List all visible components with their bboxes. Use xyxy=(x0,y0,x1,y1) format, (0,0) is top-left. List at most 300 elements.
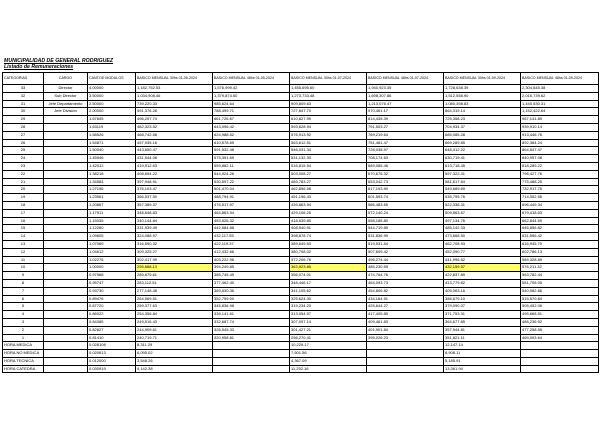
salary-cell: 796,427.76 xyxy=(521,170,599,178)
salary-cell: 546,031.34 xyxy=(290,147,367,155)
position-cell xyxy=(44,178,88,186)
salary-cell: 439,863.94 xyxy=(290,201,367,209)
salary-cell: 9,142.38 xyxy=(136,365,213,373)
salary-cell: 501,470.04 xyxy=(213,186,290,194)
salary-cell: 516,815.54 xyxy=(290,162,367,170)
salary-cell: 249,516.43 xyxy=(136,318,213,326)
position-cell xyxy=(44,225,88,233)
salary-cell: 244,909.61 xyxy=(136,326,213,334)
salary-cell: 454,806.82 xyxy=(367,287,444,295)
salary-cell: 408,694.22 xyxy=(136,170,213,178)
position-cell xyxy=(44,318,88,326)
salary-cell: 613,718.45 xyxy=(444,162,521,170)
table-row xyxy=(3,217,599,225)
salary-cell: 727,847.70 xyxy=(290,108,367,116)
salary-cell: 345,836.98 xyxy=(213,303,290,311)
salary-cell: 864,547.47 xyxy=(521,147,599,155)
table-row xyxy=(3,116,599,124)
modules-cell: 1.27196 xyxy=(88,186,136,194)
salary-cell: 408,540.91 xyxy=(290,225,367,233)
modules-cell: 1.34584 xyxy=(88,178,136,186)
salary-cell: 485,142.33 xyxy=(444,225,521,233)
salary-cell: 1,576,999.42 xyxy=(213,85,290,93)
category-cell: 28 xyxy=(3,123,44,131)
position-cell xyxy=(44,295,88,303)
salary-cell: 364,677.85 xyxy=(444,318,521,326)
salary-cell xyxy=(367,342,444,350)
salary-cell: 309,325.27 xyxy=(136,248,213,256)
column-header: CARGO xyxy=(44,73,88,85)
salary-cell: 551,705.05 xyxy=(521,279,599,287)
highlighted-salary-cell: 363,923.85 xyxy=(290,264,367,272)
salary-cell: 646,856.82 xyxy=(521,225,599,233)
table-row xyxy=(3,209,599,217)
table-row xyxy=(3,139,599,147)
salary-cell: 469,093.64 xyxy=(521,334,599,342)
salary-cell: 422,837.89 xyxy=(444,272,521,280)
salary-cell: 497,134.76 xyxy=(444,217,521,225)
empty-cell xyxy=(44,365,88,373)
table-row xyxy=(3,194,599,202)
salary-cell: 791,503.27 xyxy=(367,123,444,131)
modules-cell: 0.028108 xyxy=(88,342,136,350)
column-header: CANT.DE MODULOS xyxy=(88,73,136,85)
table-row xyxy=(3,272,599,280)
position-cell xyxy=(44,194,88,202)
salary-cell: 769,219.64 xyxy=(367,131,444,139)
table-row xyxy=(3,326,599,334)
salary-cell: 775,488.25 xyxy=(521,178,599,186)
salary-cell: 277,148.48 xyxy=(136,287,213,295)
salary-cell: 379,090.37 xyxy=(444,303,521,311)
salary-cell xyxy=(521,342,599,350)
category-cell: 15 xyxy=(3,225,44,233)
salary-cell: 630,719.41 xyxy=(444,155,521,163)
salary-cell: 864,319.14 xyxy=(444,108,521,116)
position-cell xyxy=(44,162,88,170)
salary-cell: 648,412.22 xyxy=(444,147,521,155)
hourly-category-cell: HORA NO MEDICA xyxy=(3,350,44,358)
category-cell: 29 xyxy=(3,116,44,124)
modules-cell: 1.12260 xyxy=(88,225,136,233)
position-cell xyxy=(44,155,88,163)
salary-cell: 589,328.89 xyxy=(521,256,599,264)
position-cell: Jefe División xyxy=(44,108,88,116)
salary-cell: 985,624.64 xyxy=(213,100,290,108)
salary-cell: 495,668.51 xyxy=(521,311,599,319)
modules-cell: 3.50000 xyxy=(88,92,136,100)
salary-cell: 591,376.26 xyxy=(136,108,213,116)
salary-cell xyxy=(521,357,599,365)
salary-cell: 283,112.51 xyxy=(136,279,213,287)
salary-cell: 1,080,398.83 xyxy=(444,100,521,108)
salary-cell: 394,249.85 xyxy=(213,264,290,272)
salary-cell xyxy=(521,365,599,373)
salary-cell: 489,783.27 xyxy=(290,178,367,186)
salary-cell: 515,570.84 xyxy=(521,295,599,303)
salary-cell: 357,389.37 xyxy=(136,201,213,209)
salary-cell: 708,174.63 xyxy=(367,155,444,163)
salary-table xyxy=(2,72,599,373)
modules-cell: 0.93730 xyxy=(88,287,136,295)
salary-cell: 259,377.63 xyxy=(136,303,213,311)
salary-cell: 320,958.81 xyxy=(213,334,290,342)
salary-cell: 442,584.88 xyxy=(213,225,290,233)
modules-cell: 0.82827 xyxy=(88,326,136,334)
modules-cell: 1.38218 xyxy=(88,170,136,178)
salary-cell: 398,878.74 xyxy=(290,233,367,241)
modules-cell: 1.02276 xyxy=(88,256,136,264)
salary-cell: 372,206.76 xyxy=(290,256,367,264)
position-cell xyxy=(44,201,88,209)
salary-cell: 352,759.00 xyxy=(213,295,290,303)
salary-cell: 540,082.86 xyxy=(521,287,599,295)
column-header: BASICO MENSUAL 30hs 01-07-2024 xyxy=(290,73,367,85)
salary-cell: 5,185.91 xyxy=(444,357,521,365)
category-cell: 17 xyxy=(3,209,44,217)
salary-cell: 422,119.37 xyxy=(213,240,290,248)
salary-cell: 653,042.73 xyxy=(367,178,444,186)
category-cell: 3 xyxy=(3,318,44,326)
position-cell xyxy=(44,186,88,194)
salary-cell: 704,934.37 xyxy=(444,123,521,131)
table-row xyxy=(3,85,599,93)
salary-cell: 572,140.24 xyxy=(367,209,444,217)
salary-cell: 240,719.71 xyxy=(136,334,213,342)
salary-cell: 670,676.32 xyxy=(367,170,444,178)
salary-cell: 301,427.21 xyxy=(290,326,367,334)
column-header: BASICO MENSUAL 48hs 01-09-2024 xyxy=(521,73,599,85)
salary-cell: 385,745.49 xyxy=(213,272,290,280)
salary-cell: 351,821.11 xyxy=(444,334,521,342)
category-cell: 21 xyxy=(3,178,44,186)
salary-cell: 563,782.44 xyxy=(521,272,599,280)
modules-cell: 0.020613 xyxy=(88,350,136,358)
modules-cell: 1.54871 xyxy=(88,139,136,147)
salary-cell: 967,141.89 xyxy=(521,116,599,124)
position-cell xyxy=(44,311,88,319)
salary-cell: 477,258.55 xyxy=(521,326,599,334)
salary-cell: 485,230.59 xyxy=(367,264,444,272)
salary-cell: 593,628.94 xyxy=(290,123,367,131)
modules-cell: 0.81410 xyxy=(88,334,136,342)
salary-cell: 714,352.56 xyxy=(521,194,599,202)
salary-cell: 313,054.57 xyxy=(290,311,367,319)
salary-cell: 8,908.11 xyxy=(444,350,521,358)
salary-cell: 264,569.51 xyxy=(136,295,213,303)
modules-cell: 1.09605 xyxy=(88,233,136,241)
salary-cell: 679,418.53 xyxy=(521,209,599,217)
table-row xyxy=(3,225,599,233)
salary-cell: 389,649.63 xyxy=(290,240,367,248)
salary-cell: 4,367.09 xyxy=(290,357,367,365)
category-cell: 14 xyxy=(3,233,44,241)
salary-cell: 418,639.80 xyxy=(290,217,367,225)
salary-cell: 453,526.32 xyxy=(213,217,290,225)
position-cell xyxy=(44,147,88,155)
category-cell: 31 xyxy=(3,100,44,108)
salary-cell: 643,096.42 xyxy=(213,123,290,131)
highlighted-salary-cell: 295,688.13 xyxy=(136,264,213,272)
modules-cell: 1.04612 xyxy=(88,248,136,256)
column-header: CATEGORIAS xyxy=(3,73,44,85)
salary-cell: 434,164.91 xyxy=(367,295,444,303)
salary-cell: 356,074.01 xyxy=(290,272,367,280)
salary-cell: 728,038.97 xyxy=(367,147,444,155)
salary-cell: 576,913.92 xyxy=(290,131,367,139)
table-row xyxy=(3,279,599,287)
modules-cell: 1.50040 xyxy=(88,147,136,155)
category-cell: 10 xyxy=(3,264,44,272)
salary-cell: 496,274.44 xyxy=(367,256,444,264)
salary-cell: 913,446.76 xyxy=(521,131,599,139)
salary-cell: 371,753.31 xyxy=(444,311,521,319)
table-row xyxy=(3,240,599,248)
table-row xyxy=(3,178,599,186)
category-cell: 7 xyxy=(3,287,44,295)
salary-cell: 563,612.51 xyxy=(290,139,367,147)
salary-cell: 419,912.63 xyxy=(136,162,213,170)
category-cell: 26 xyxy=(3,139,44,147)
hourly-category-cell: HORA MEDICA xyxy=(3,342,44,350)
salary-cell: 451,196.43 xyxy=(290,194,367,202)
table-row xyxy=(3,155,599,163)
salary-cell: 597,322.31 xyxy=(444,170,521,178)
salary-cell: 377,462.40 xyxy=(213,279,290,287)
salary-cell: 6,095.02 xyxy=(136,350,213,358)
salary-cell: 1,455,695.60 xyxy=(290,85,367,93)
salary-cell: 432,117.55 xyxy=(213,233,290,241)
category-cell: 23 xyxy=(3,162,44,170)
salary-cell: 549,689.69 xyxy=(444,186,521,194)
salary-cell: 7,501.56 xyxy=(290,350,367,358)
salary-cell: 339,141.61 xyxy=(213,311,290,319)
salary-cell: 892,384.24 xyxy=(521,139,599,147)
salary-cell: 631,556.42 xyxy=(521,233,599,241)
salary-cell: 544,719.85 xyxy=(367,225,444,233)
salary-cell: 429,106.25 xyxy=(290,209,367,217)
salary-cell: 319,234.20 xyxy=(290,303,367,311)
modules-cell: 1.23961 xyxy=(88,194,136,202)
salary-cell: 909,809.63 xyxy=(290,100,367,108)
salary-cell: 395,026.23 xyxy=(367,334,444,342)
salary-cell: 412,432.66 xyxy=(213,248,290,256)
salary-cell: 669,289.85 xyxy=(444,139,521,147)
column-header: BASICO MENSUAL 48hs 01-05-2024 xyxy=(213,73,290,85)
salary-cell: 340,144.84 xyxy=(136,217,213,225)
position-cell xyxy=(44,287,88,295)
salary-cell: 332,687.74 xyxy=(213,318,290,326)
category-cell: 13 xyxy=(3,240,44,248)
salary-cell: 409,461.83 xyxy=(367,318,444,326)
salary-cell: 558,185.80 xyxy=(367,217,444,225)
salary-cell: 586,483.65 xyxy=(367,201,444,209)
table-row xyxy=(3,123,599,131)
salary-cell: 531,836.99 xyxy=(367,233,444,241)
table-row xyxy=(3,334,599,342)
modules-cell: 0.030919 xyxy=(88,365,136,373)
position-cell xyxy=(44,264,88,272)
salary-cell: 1,213,076.47 xyxy=(367,100,444,108)
salary-cell: 443,650.47 xyxy=(136,147,213,155)
salary-cell: 509,563.67 xyxy=(444,209,521,217)
salary-cell: 1,182,752.53 xyxy=(136,85,213,93)
salary-cell: 369,530.36 xyxy=(213,287,290,295)
document-subtitle: Listado de Remuneraciones xyxy=(4,64,74,70)
salary-cell: 2,304,845.38 xyxy=(521,85,599,93)
modules-cell: 0.97968 xyxy=(88,272,136,280)
category-cell: 11 xyxy=(3,256,44,264)
salary-cell: 474,764.76 xyxy=(367,272,444,280)
empty-cell xyxy=(44,350,88,358)
table-header-row xyxy=(3,73,599,85)
salary-cell: 331,939.49 xyxy=(136,225,213,233)
modules-cell: 1.42012 xyxy=(88,162,136,170)
modules-cell: 1.45946 xyxy=(88,155,136,163)
salary-cell: 602,786.13 xyxy=(521,248,599,256)
salary-cell: 397,948.91 xyxy=(136,178,213,186)
salary-cell: 725,358.23 xyxy=(444,116,521,124)
salary-cell: 1,440,530.31 xyxy=(521,100,599,108)
salary-cell xyxy=(521,350,599,358)
salary-cell: 519,531.54 xyxy=(367,240,444,248)
table-row xyxy=(3,303,599,311)
salary-cell: 581,617.64 xyxy=(444,178,521,186)
salary-cell: 10,229.17 xyxy=(290,342,367,350)
salary-cell: 3,548.26 xyxy=(136,357,213,365)
table-row xyxy=(3,264,599,272)
category-cell: 4 xyxy=(3,311,44,319)
category-cell: 27 xyxy=(3,131,44,139)
table-body xyxy=(3,85,599,373)
hourly-category-cell: HORA TECNICA xyxy=(3,357,44,365)
modules-cell: 0.84385 xyxy=(88,318,136,326)
table-row xyxy=(3,162,599,170)
salary-cell: 531,132.30 xyxy=(290,155,367,163)
salary-cell: 503,008.27 xyxy=(290,170,367,178)
salary-cell: 473,668.50 xyxy=(444,233,521,241)
position-cell: Jefe Departamento xyxy=(44,100,88,108)
column-header: BASICO MENSUAL 48hs 01-07-2024 xyxy=(367,73,444,85)
salary-cell: 685,085.28 xyxy=(444,131,521,139)
table-row xyxy=(3,186,599,194)
salary-cell: 1,273,733.48 xyxy=(290,92,367,100)
salary-cell: 601,593.74 xyxy=(367,194,444,202)
table-row xyxy=(3,311,599,319)
modules-cell: 2.00000 xyxy=(88,108,136,116)
category-cell: 22 xyxy=(3,170,44,178)
modules-cell: 0.89476 xyxy=(88,295,136,303)
salary-cell: 316,590.32 xyxy=(136,240,213,248)
table-row xyxy=(3,108,599,116)
salary-cell: 1,034,908.46 xyxy=(136,92,213,100)
salary-cell: 1,698,307.86 xyxy=(367,92,444,100)
salary-cell: 431,544.08 xyxy=(136,155,213,163)
salary-cell: 616,945.70 xyxy=(521,240,599,248)
position-cell xyxy=(44,217,88,225)
salary-cell: 544,924.26 xyxy=(213,170,290,178)
salary-cell: 11,252.16 xyxy=(290,365,367,373)
table-row xyxy=(3,287,599,295)
modules-cell: 2.50000 xyxy=(88,100,136,108)
salary-cell: 376,103.47 xyxy=(136,186,213,194)
table-row xyxy=(3,131,599,139)
table-row xyxy=(3,295,599,303)
modules-cell: 0.87720 xyxy=(88,303,136,311)
salary-cell: 8,311.29 xyxy=(136,342,213,350)
position-cell xyxy=(44,272,88,280)
position-cell: Sub Director xyxy=(44,92,88,100)
salary-cell: 739,220.33 xyxy=(136,100,213,108)
position-cell xyxy=(44,326,88,334)
salary-cell: 486,236.92 xyxy=(521,318,599,326)
salary-cell: 939,910.14 xyxy=(521,123,599,131)
position-cell xyxy=(44,303,88,311)
category-cell: 30 xyxy=(3,108,44,116)
position-cell xyxy=(44,170,88,178)
salary-cell: 296,270.41 xyxy=(290,334,367,342)
salary-cell: 559,882.11 xyxy=(213,162,290,170)
salary-cell: 732,917.75 xyxy=(521,186,599,194)
salary-cell: 624,988.52 xyxy=(213,131,290,139)
table-row xyxy=(3,248,599,256)
empty-cell xyxy=(44,357,88,365)
position-cell xyxy=(44,248,88,256)
table-row xyxy=(3,92,599,100)
category-cell: 20 xyxy=(3,186,44,194)
modules-cell: 0.86022 xyxy=(88,311,136,319)
salary-cell: 1,728,638.39 xyxy=(444,85,521,93)
table-row xyxy=(3,201,599,209)
salary-cell: 464,863.94 xyxy=(213,209,290,217)
salary-cell: 464,093.73 xyxy=(367,279,444,287)
column-header: BASICO MENSUAL 30hs 01-05-2024 xyxy=(136,73,213,85)
salary-cell: 413,779.82 xyxy=(444,279,521,287)
salary-cell: 1,940,923.35 xyxy=(367,85,444,93)
salary-cell: 575,391.69 xyxy=(213,155,290,163)
salary-cell: 476,517.97 xyxy=(213,201,290,209)
salary-cell: 380,708.02 xyxy=(290,248,367,256)
hourly-rate-row xyxy=(3,350,599,358)
salary-cell: 405,063.16 xyxy=(444,287,521,295)
salary-cell: 576,211.32 xyxy=(521,264,599,272)
salary-cell: 417,405.85 xyxy=(367,311,444,319)
salary-cell: 348,446.17 xyxy=(290,279,367,287)
position-cell xyxy=(44,240,88,248)
salary-cell: 2,016,739.62 xyxy=(521,92,599,100)
modules-cell: 4.00000 xyxy=(88,85,136,93)
position-cell xyxy=(44,209,88,217)
salary-cell: 357,944.81 xyxy=(444,326,521,334)
salary-cell: 403,222.96 xyxy=(213,256,290,264)
salary-cell: 457,935.16 xyxy=(136,139,213,147)
category-cell: 25 xyxy=(3,147,44,155)
salary-cell: 696,449.34 xyxy=(521,201,599,209)
category-cell: 33 xyxy=(3,85,44,93)
category-cell: 32 xyxy=(3,92,44,100)
category-cell: 16 xyxy=(3,217,44,225)
salary-cell: 661,726.67 xyxy=(213,116,290,124)
salary-cell xyxy=(213,350,290,358)
salary-cell: 610,827.99 xyxy=(290,116,367,124)
salary-cell: 617,193.90 xyxy=(367,186,444,194)
modules-cell: 1.00000 xyxy=(88,264,136,272)
category-cell: 5 xyxy=(3,303,44,311)
hourly-rate-row xyxy=(3,342,599,350)
modules-cell: 1.20867 xyxy=(88,201,136,209)
salary-cell: 254,356.84 xyxy=(136,311,213,319)
category-cell: 24 xyxy=(3,155,44,163)
